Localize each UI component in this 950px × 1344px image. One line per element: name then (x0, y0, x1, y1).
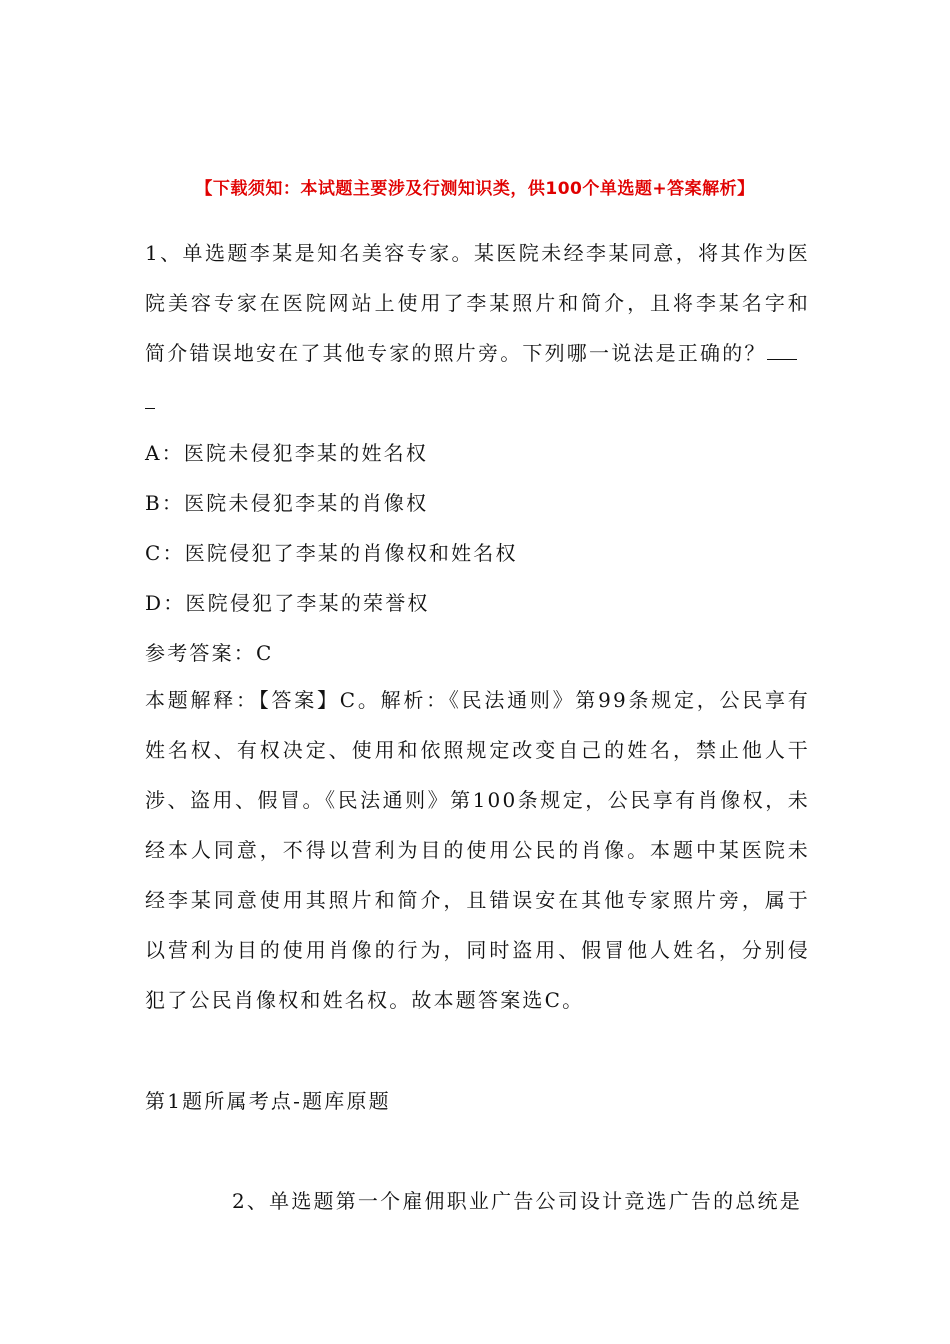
topic-note: 第1题所属考点-题库原题 (145, 1089, 391, 1113)
question-2-stem: 2、单选题第一个雇佣职业广告公司设计竞选广告的总统是 (232, 1189, 802, 1213)
option-c: C：医院侵犯了李某的肖像权和姓名权 (145, 541, 518, 565)
question-1-text: 1、单选题李某是知名美容专家。某医院未经李某同意，将其作为医院美容专家在医院网站上使用了李某照片和简介，且将李某名字和简介错误地安在了其他专家的照片旁。下列哪一说法是正确的？ (145, 241, 810, 365)
option-a: A：医院未侵犯李某的姓名权 (145, 441, 429, 465)
answer-blank-continued (145, 378, 155, 409)
option-b: B：医院未侵犯李某的肖像权 (145, 491, 429, 515)
download-notice: 【下载须知：本试题主要涉及行测知识类，供100个单选题+答案解析】 (195, 179, 755, 199)
answer-blank (767, 339, 797, 360)
option-d: D：医院侵犯了李某的荣誉权 (145, 591, 430, 615)
explanation: 本题解释：【答案】C。解析：《民法通则》第99条规定，公民享有姓名权、有权决定、使用和依照规定改变自己的姓名，禁止他人干涉、盗用、假冒。《民法通则》第100条规定，公民享有肖像权，未经本人同意，不得以营利为目的使用公民的肖像。本题中某医院未经李某同意使用其照片和简介，且错误安在其他专家照片旁，属于以营利为目的使用肖像的行为，同时盗用、假冒他人姓名，分别侵犯了公民肖像权和姓名权。故本题答案选C。 (145, 688, 810, 1012)
question-1-stem (145, 228, 810, 409)
reference-answer: 参考答案：C (145, 641, 274, 665)
